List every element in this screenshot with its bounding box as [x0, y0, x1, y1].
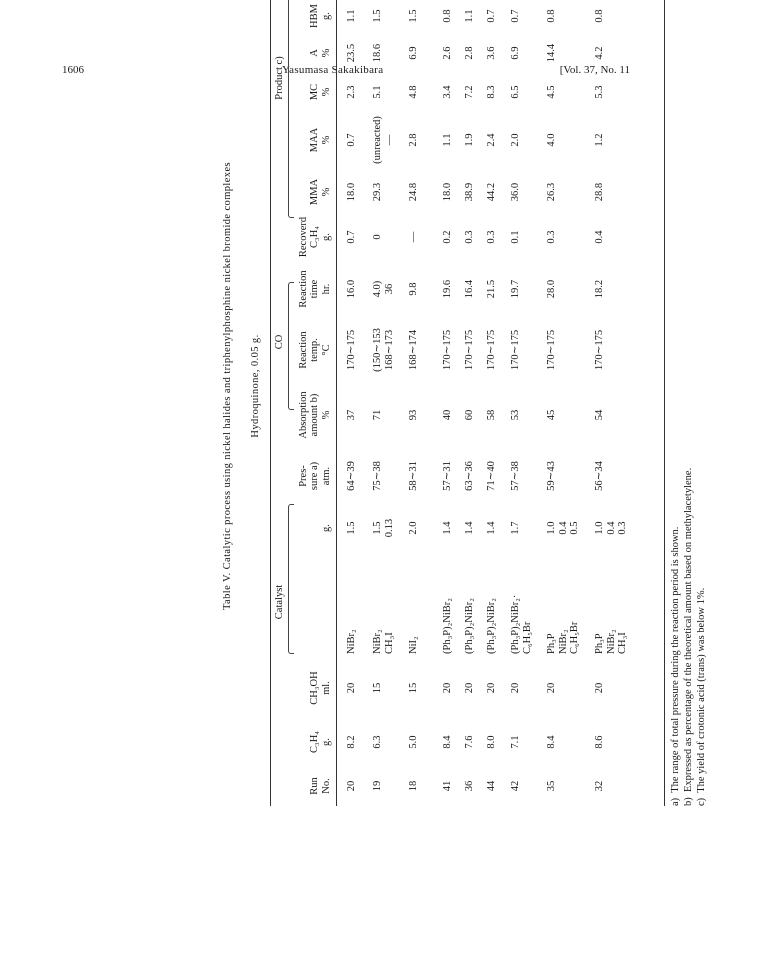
header-maa: MAA %: [309, 127, 332, 153]
cell-catalyst-amount: 1.4: [442, 521, 453, 535]
cell-ch3oh: 20: [546, 682, 557, 694]
cell-c3h4: 7.1: [510, 735, 521, 749]
rotated-table: [214, 0, 774, 806]
cell-c3h4: 8.4: [442, 735, 453, 749]
header-reaction-temp: Reaction temp. °C: [297, 331, 332, 369]
header-pressure: Pres- sure a) atm.: [297, 461, 332, 491]
cell-ch3oh: 20: [510, 682, 521, 694]
product-group-brace: [288, 0, 294, 218]
catalyst-brace: [288, 504, 294, 654]
header-catalyst: Catalyst: [274, 584, 285, 620]
table-bottom-rule: [664, 0, 665, 806]
cell-mma: 26.3: [546, 182, 557, 202]
cell-mc: 4.5: [546, 85, 557, 99]
cell-mc: 5.1: [372, 85, 383, 99]
header-absorption: Absorption amount b) %: [297, 391, 332, 439]
cell-mma: 36.0: [510, 182, 521, 202]
cell-recovered-c3h4: 0.4: [594, 230, 605, 244]
cell-run-no: 42: [510, 780, 521, 792]
cell-catalyst-amount: 1.4: [464, 521, 475, 535]
cell-mma: 24.8: [408, 182, 419, 202]
co-group-brace: [288, 282, 294, 410]
cell-recovered-c3h4: —: [408, 231, 419, 243]
footnote: c) The yield of crotonic acid (trans) was below 1%.: [696, 587, 707, 806]
cell-catalyst-amount: 1.5: [346, 521, 357, 535]
cell-mc: 4.8: [408, 85, 419, 99]
table-top-rule: [270, 0, 271, 806]
cell-maa: (unreacted) —: [372, 116, 395, 164]
cell-maa: 4.0: [546, 133, 557, 147]
header-mma: MMA %: [309, 178, 332, 206]
cell-mc: 3.4: [442, 85, 453, 99]
cell-mma: 28.8: [594, 182, 605, 202]
cell-hbm: 0.8: [594, 9, 605, 23]
cell-run-no: 35: [546, 780, 557, 792]
cell-hbm: 1.5: [408, 9, 419, 23]
header-reaction-time: Reaction time hr.: [297, 270, 332, 308]
cell-mma: 18.0: [442, 182, 453, 202]
cell-absorption: 93: [408, 409, 419, 421]
cell-recovered-c3h4: 0.3: [546, 230, 557, 244]
cell-a: 14.4: [546, 43, 557, 63]
cell-reaction-temp: 168∼174: [408, 329, 419, 371]
cell-reaction-time: 21.5: [486, 279, 497, 299]
cell-c3h4: 7.6: [464, 735, 475, 749]
cell-reaction-time: 16.0: [346, 279, 357, 299]
cell-hbm: 0.7: [486, 9, 497, 23]
cell-a: 23.5: [346, 43, 357, 63]
cell-pressure: 64∼39: [346, 461, 357, 491]
table-caption: Table V. Catalytic process using nickel halides and triphenylphosphine nickel bromide complexes: [222, 161, 233, 611]
co-group-header: CO: [274, 334, 285, 350]
cell-recovered-c3h4: 0: [372, 234, 383, 240]
cell-reaction-temp: 170∼175: [442, 329, 453, 371]
cell-c3h4: 5.0: [408, 735, 419, 749]
cell-a: 18.6: [372, 43, 383, 63]
cell-mma: 18.0: [346, 182, 357, 202]
cell-mc: 6.5: [510, 85, 521, 99]
cell-recovered-c3h4: 0.3: [464, 230, 475, 244]
header-run-no: Run No.: [309, 777, 332, 795]
cell-a: 6.9: [510, 46, 521, 60]
cell-ch3oh: 15: [372, 682, 383, 694]
header-hbm: HBM g.: [309, 4, 332, 28]
cell-run-no: 18: [408, 780, 419, 792]
cell-absorption: 37: [346, 409, 357, 421]
cell-catalyst-amount: 1.7: [510, 521, 521, 535]
cell-catalyst: (Ph₃P)₂NiBr₂· C₆H₅Br: [510, 594, 533, 654]
cell-reaction-time: 19.7: [510, 279, 521, 299]
cell-ch3oh: 20: [464, 682, 475, 694]
cell-hbm: 1.1: [346, 9, 357, 23]
cell-run-no: 20: [346, 780, 357, 792]
cell-pressure: 75∼38: [372, 461, 383, 491]
cell-a: 2.6: [442, 46, 453, 60]
page-number: 1606: [62, 64, 84, 76]
cell-c3h4: 8.0: [486, 735, 497, 749]
header-catalyst-amount: g.: [320, 524, 332, 532]
header-c3h4: C₃H₄ g.: [309, 731, 332, 753]
cell-reaction-temp: 170∼175: [594, 329, 605, 371]
cell-run-no: 32: [594, 780, 605, 792]
footnote: a) The range of total pressure during the reaction period is shown.: [670, 526, 681, 806]
cell-reaction-temp: 170∼175: [486, 329, 497, 371]
cell-reaction-time: 9.8: [408, 282, 419, 296]
cell-ch3oh: 20: [442, 682, 453, 694]
cell-a: 3.6: [486, 46, 497, 60]
cell-reaction-time: 19.6: [442, 279, 453, 299]
cell-run-no: 41: [442, 780, 453, 792]
cell-reaction-time: 28.0: [546, 279, 557, 299]
cell-pressure: 59∼43: [546, 461, 557, 491]
cell-ch3oh: 15: [408, 682, 419, 694]
cell-hbm: 0.8: [546, 9, 557, 23]
cell-run-no: 19: [372, 780, 383, 792]
cell-reaction-temp: 170∼175: [464, 329, 475, 371]
cell-absorption: 71: [372, 409, 383, 421]
header-mc: MC %: [309, 83, 332, 101]
cell-mc: 5.3: [594, 85, 605, 99]
cell-catalyst-amount: 1.0 0.4 0.5: [546, 521, 580, 535]
header-ch3oh: CH₃OH ml.: [309, 671, 332, 705]
cell-absorption: 53: [510, 409, 521, 421]
cell-absorption: 60: [464, 409, 475, 421]
cell-hbm: 1.5: [372, 9, 383, 23]
cell-catalyst: (Ph₃P)₂NiBr₂: [442, 598, 453, 654]
cell-reaction-time: 18.2: [594, 279, 605, 299]
cell-reaction-temp: 170∼175: [510, 329, 521, 371]
cell-reaction-temp: 170∼175: [346, 329, 357, 371]
cell-recovered-c3h4: 0.2: [442, 230, 453, 244]
cell-pressure: 56∼34: [594, 461, 605, 491]
cell-hbm: 0.7: [510, 9, 521, 23]
cell-maa: 2.4: [486, 133, 497, 147]
cell-reaction-time: 16.4: [464, 279, 475, 299]
cell-reaction-time: 4.0) 36: [372, 280, 395, 298]
cell-catalyst: Ph₃P NiBr₂ CH₃I: [594, 629, 628, 654]
cell-catalyst-amount: 1.5 0.13: [372, 518, 395, 538]
cell-mma: 44.2: [486, 182, 497, 202]
cell-pressure: 57∼31: [442, 461, 453, 491]
footnote: b) Expressed as percentage of the theoretical amount based on methylacetylene.: [683, 467, 694, 806]
cell-run-no: 36: [464, 780, 475, 792]
cell-pressure: 71∼40: [486, 461, 497, 491]
cell-catalyst-amount: 1.0 0.4 0.3: [594, 521, 628, 535]
cell-maa: 0.7: [346, 133, 357, 147]
cell-mma: 38.9: [464, 182, 475, 202]
cell-reaction-temp: 170∼175: [546, 329, 557, 371]
cell-a: 2.8: [464, 46, 475, 60]
cell-recovered-c3h4: 0.1: [510, 230, 521, 244]
cell-c3h4: 8.4: [546, 735, 557, 749]
cell-absorption: 54: [594, 409, 605, 421]
volume-info: [Vol. 37, No. 11: [559, 64, 630, 76]
cell-catalyst: (Ph₃P)₂NiBr₂: [464, 598, 475, 654]
cell-maa: 1.2: [594, 133, 605, 147]
cell-maa: 1.9: [464, 133, 475, 147]
cell-catalyst: NiBr₂: [346, 629, 357, 654]
cell-c3h4: 8.6: [594, 735, 605, 749]
cell-catalyst: NiBr₂ CH₃I: [372, 629, 395, 654]
cell-ch3oh: 20: [594, 682, 605, 694]
cell-maa: 2.0: [510, 133, 521, 147]
cell-pressure: 58∼31: [408, 461, 419, 491]
cell-mc: 8.3: [486, 85, 497, 99]
cell-pressure: 57∼38: [510, 461, 521, 491]
cell-recovered-c3h4: 0.7: [346, 230, 357, 244]
cell-maa: 1.1: [442, 133, 453, 147]
header-bottom-rule: [336, 0, 337, 806]
cell-ch3oh: 20: [486, 682, 497, 694]
cell-mma: 29.3: [372, 182, 383, 202]
header-a: A %: [309, 48, 332, 58]
header-recovered-c3h4: Recoverd C₃H₄ g.: [297, 216, 332, 258]
product-group-header: Product c): [274, 56, 285, 100]
cell-c3h4: 6.3: [372, 735, 383, 749]
cell-recovered-c3h4: 0.3: [486, 230, 497, 244]
cell-absorption: 58: [486, 409, 497, 421]
running-author: Yasumasa Sakakibara: [282, 64, 384, 76]
cell-catalyst-amount: 1.4: [486, 521, 497, 535]
cell-c3h4: 8.2: [346, 735, 357, 749]
cell-catalyst: (Ph₃P)₂NiBr₂: [486, 598, 497, 654]
cell-catalyst-amount: 2.0: [408, 521, 419, 535]
cell-hbm: 0.8: [442, 9, 453, 23]
cell-hbm: 1.1: [464, 9, 475, 23]
cell-absorption: 40: [442, 409, 453, 421]
cell-a: 6.9: [408, 46, 419, 60]
table-subcaption: Hydroquinone, 0.05 g.: [250, 334, 261, 438]
cell-run-no: 44: [486, 780, 497, 792]
cell-reaction-temp: (150∼153 168∼173: [372, 328, 395, 372]
cell-ch3oh: 20: [346, 682, 357, 694]
cell-mc: 2.3: [346, 85, 357, 99]
cell-catalyst: Ph₃P NiBr₂ C₆H₅Br: [546, 621, 580, 654]
cell-a: 4.2: [594, 46, 605, 60]
cell-absorption: 45: [546, 409, 557, 421]
cell-mc: 7.2: [464, 85, 475, 99]
cell-pressure: 63∼36: [464, 461, 475, 491]
cell-maa: 2.8: [408, 133, 419, 147]
cell-catalyst: NiI₂: [408, 636, 419, 654]
